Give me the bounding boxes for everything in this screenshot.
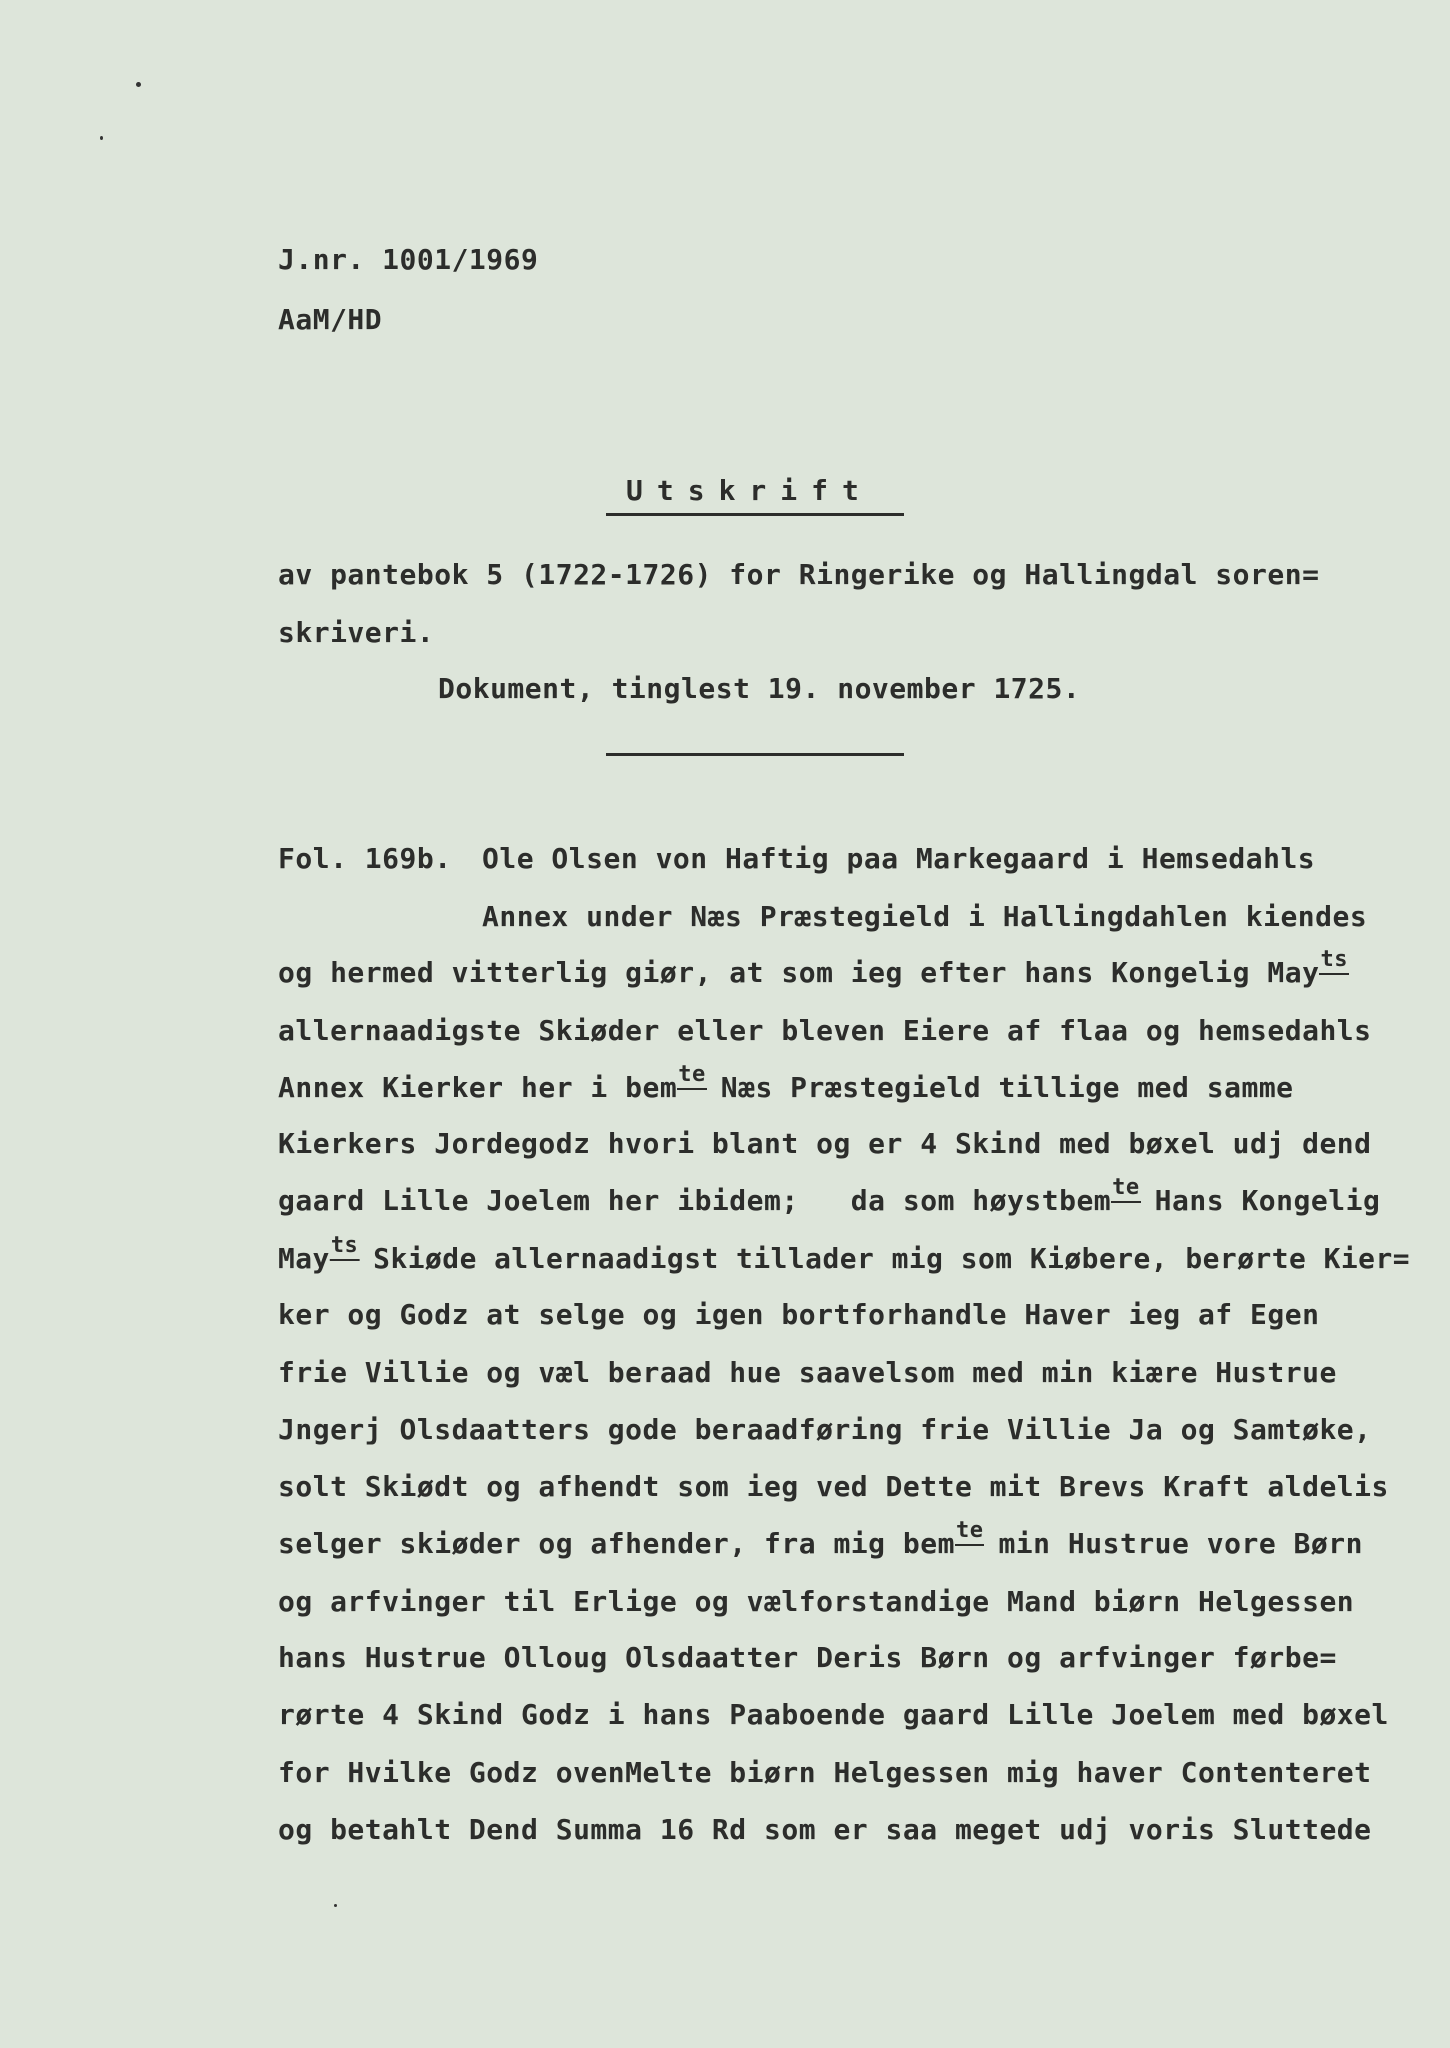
body-line-14: og arfvinger til Erlige og vælforstandige Mand biørn Helgessen: [278, 1585, 1355, 1618]
body-line-18: og betahlt Dend Summa 16 Rd som er saa meget udj voris Sluttede: [278, 1813, 1372, 1846]
body-line-5: [278, 1062, 1294, 1106]
folio-reference: Fol. 169b.: [278, 842, 452, 875]
body-line-16: rørte 4 Skind Godz i hans Paaboende gaard Lille Joelem med bøxel: [278, 1698, 1389, 1731]
title-underline: [606, 513, 904, 516]
body-line-1: Ole Olsen von Haftig paa Markegaard i Hemsedahls: [482, 842, 1316, 875]
ink-speck: [334, 1904, 337, 1907]
body-line-7-text-a: gaard Lille Joelem her ibidem; da som høystbem: [278, 1184, 1112, 1217]
section-divider: [606, 753, 904, 756]
abbreviation-superscript: te: [677, 1064, 707, 1090]
abbreviation-superscript: te: [955, 1520, 985, 1546]
body-line-9: ker og Godz at selge og igen bortforhandle Haver ieg af Egen: [278, 1298, 1320, 1331]
body-line-3-text: og hermed vitterlig giør, at som ieg efter hans Kongelig May: [278, 956, 1320, 989]
body-line-5-text-b: Næs Præstegield tillige med samme: [720, 1071, 1294, 1104]
ink-speck: [100, 136, 103, 140]
body-line-11: Jngerj Olsdaatters gode beraadføring frie Villie Ja og Samtøke,: [278, 1413, 1372, 1446]
body-line-6: Kierkers Jordegodz hvori blant og er 4 Skind med bøxel udj dend: [278, 1127, 1372, 1160]
body-line-4: allernaadigste Skiøder eller bleven Eiere af flaa og hemsedahls: [278, 1014, 1372, 1047]
body-line-15: hans Hustrue Olloug Olsdaatter Deris Børn og arfvinger førbe=: [278, 1641, 1337, 1674]
body-line-13-text-b: min Hustrue vore Børn: [998, 1527, 1363, 1560]
body-line-13: [278, 1518, 1363, 1562]
body-line-17: for Hvilke Godz ovenMelte biørn Helgessen mig haver Contenteret: [278, 1756, 1372, 1789]
body-line-2: Annex under Næs Præstegield i Hallingdahlen kiendes: [482, 900, 1368, 933]
subtitle-line-1: av pantebok 5 (1722-1726) for Ringerike og Hallingdal soren=: [278, 558, 1320, 591]
body-line-7: [278, 1175, 1381, 1219]
abbreviation-superscript: ts: [1319, 949, 1349, 975]
body-line-8-text-b: Skiøde allernaadigst tillader mig som Kiøbere, berørte Kier=: [373, 1242, 1411, 1275]
body-line-8-text-a: May: [278, 1242, 330, 1275]
body-line-3: [278, 947, 1363, 991]
body-line-5-text-a: Annex Kierker her i bem: [278, 1071, 678, 1104]
bleed-through-stamp: [840, 60, 969, 108]
body-line-7-text-b: Hans Kongelig: [1154, 1184, 1381, 1217]
journal-number: J.nr. 1001/1969: [278, 243, 539, 276]
body-line-8: [278, 1233, 1411, 1277]
subtitle-line-3: Dokument, tinglest 19. november 1725.: [438, 672, 1081, 705]
body-line-12: solt Skiødt og afhendt som ieg ved Dette mit Brevs Kraft aldelis: [278, 1470, 1389, 1503]
abbreviation-superscript: ts: [330, 1235, 359, 1261]
abbreviation-superscript: te: [1111, 1177, 1141, 1203]
body-line-13-text-a: selger skiøder og afhender, fra mig bem: [278, 1527, 955, 1560]
initials: AaM/HD: [278, 303, 383, 336]
body-line-10: frie Villie og væl beraad hue saavelsom med min kiære Hustrue: [278, 1356, 1337, 1389]
document-title: Utskrift: [626, 474, 873, 507]
ink-speck: [136, 82, 141, 87]
subtitle-line-2: skriveri.: [278, 616, 435, 649]
